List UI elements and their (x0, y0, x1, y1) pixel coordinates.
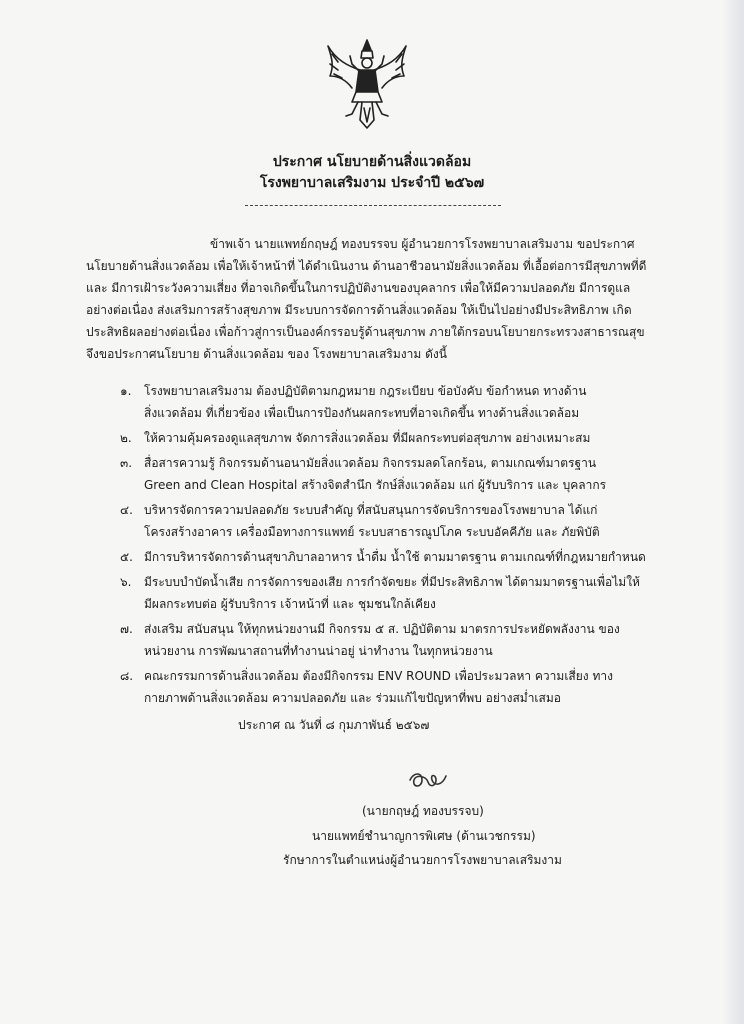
item-text: ส่งเสริม สนับสนุน ให้ทุกหน่วยงานมี กิจกรรม ๕ ส. ปฏิบัติตาม มาตรการประหยัดพลังงาน ของ (144, 622, 620, 636)
intro-line: นโยบายด้านสิ่งแวดล้อม เพื่อให้เจ้าหน้าที่ ได้ดำเนินงาน ด้านอาชีวอนามัยสิ่งแวดล้อม ที่เอื้อต่อการมีสุขภาพที่ดี (86, 259, 647, 273)
item-number: ๑. (120, 384, 132, 398)
item-text: มีการบริหารจัดการด้านสุขาภิบาลอาหาร น้ำดื่ม น้ำใช้ ตามมาตรฐาน ตามเกณฑ์ที่กฎหมายกำหนด (144, 550, 646, 564)
intro-line: ประสิทธิผลอย่างต่อเนื่อง เพื่อก้าวสู่การเป็นองค์กรรอบรู้ด้านสุขภาพ ภายใต้กรอบนโยบายกระทรวงสาธารณสุข (86, 325, 645, 339)
policy-item (120, 618, 660, 662)
policy-item (120, 427, 660, 449)
item-number: ๒. (120, 431, 132, 445)
item-text: ให้ความคุ้มครองดูแลสุขภาพ จัดการสิ่งแวดล้อม ที่มีผลกระทบต่อสุขภาพ อย่างเหมาะสม (144, 431, 591, 445)
policy-item (120, 571, 660, 615)
item-text: สื่อสารความรู้ กิจกรรมด้านอนามัยสิ่งแวดล้อม กิจกรรมลดโลกร้อน, ตามเกณฑ์มาตรฐาน (144, 456, 597, 470)
document-subtitle: โรงพยาบาลเสริมงาม ประจำปี ๒๕๖๗ (259, 175, 485, 191)
document-title: ประกาศ นโยบายด้านสิ่งแวดล้อม (272, 154, 472, 170)
item-number: ๗. (120, 622, 133, 636)
policy-item (120, 499, 660, 543)
item-text: บริหารจัดการความปลอดภัย ระบบสำคัญ ที่สนับสนุนการจัดบริการของโรงพยาบาล ได้แก่ (144, 503, 598, 517)
item-number: ๕. (120, 550, 133, 564)
item-text: มีผลกระทบต่อ ผู้รับบริการ เจ้าหน้าที่ และ ชุมชนใกล้เคียง (144, 597, 436, 611)
policy-item (120, 380, 660, 424)
announce-date: ประกาศ ณ วันที่ ๘ กุมภาพันธ์ ๒๕๖๗ (238, 718, 430, 732)
intro-line: จึงขอประกาศนโยบาย ด้านสิ่งแวดล้อม ของ โรงพยาบาลเสริมงาม ดังนี้ (86, 347, 447, 361)
intro-line: ข้าพเจ้า นายแพทย์กฤษฎ์ ทองบรรจบ ผู้อำนวยการโรงพยาบาลเสริมงาม ขอประกาศ (210, 237, 635, 251)
item-text: คณะกรรมการด้านสิ่งแวดล้อม ต้องมีกิจกรรม ENV ROUND เพื่อประมวลหา ความเสี่ยง ทาง (144, 669, 613, 683)
policy-list (120, 380, 660, 709)
item-number: ๓. (120, 456, 133, 470)
policy-item (120, 546, 660, 568)
item-number: ๘. (120, 669, 134, 683)
item-text: หน่วยงาน การพัฒนาสถานที่ทำงานน่าอยู่ น่าทำงาน ในทุกหน่วยงาน (144, 644, 493, 658)
item-text: โรงพยาบาลเสริมงาม ต้องปฏิบัติตามกฎหมาย กฎระเบียบ ข้อบังคับ ข้อกำหนด ทางด้าน (144, 384, 587, 398)
intro-line: และ มีการเฝ้าระวังความเสี่ยง ที่อาจเกิดขึ้นในการปฏิบัติงานของบุคลากร เพื่อให้มีความปลอดภัย มีการดูแล (86, 281, 631, 295)
item-text: Green and Clean Hospital สร้างจิตสำนึก รักษ์สิ่งแวดล้อม แก่ ผู้รับบริการ และ บุคลากร (144, 478, 607, 492)
signatory-acting-role: รักษาการในตำแหน่งผู้อำนวยการโรงพยาบาลเสริมงาม (283, 853, 562, 867)
signature-icon (406, 768, 452, 792)
item-number: ๖. (120, 575, 132, 589)
garuda-emblem-icon (322, 36, 412, 132)
signatory-name: (นายกฤษฎ์ ทองบรรจบ) (362, 804, 484, 818)
item-text: มีระบบบำบัดน้ำเสีย การจัดการของเสีย การกำจัดขยะ ที่มีประสิทธิภาพ ได้ตามมาตรฐานเพื่อไม่ให้ (144, 575, 640, 589)
item-number: ๔. (120, 503, 133, 517)
title-divider (245, 205, 501, 206)
signatory-position: นายแพทย์ชำนาญการพิเศษ (ด้านเวชกรรม) (312, 829, 536, 843)
intro-line: อย่างต่อเนื่อง ส่งเสริมการสร้างสุขภาพ มีระบบการจัดการด้านสิ่งแวดล้อม ให้เป็นไปอย่างมีประสิทธิภาพ เกิด (86, 303, 632, 317)
item-text: สิ่งแวดล้อม ที่เกี่ยวข้อง เพื่อเป็นการป้องกันผลกระทบที่อาจเกิดขึ้น ทางด้านสิ่งแวดล้อม (144, 406, 580, 420)
item-text: กายภาพด้านสิ่งแวดล้อม ความปลอดภัย และ ร่วมแก้ไขปัญหาที่พบ อย่างสม่ำเสมอ (144, 691, 561, 705)
policy-item (120, 452, 660, 496)
item-text: โครงสร้างอาคาร เครื่องมือทางการแพทย์ ระบบสาธารณูปโภค ระบบอัคคีภัย และ ภัยพิบัติ (144, 525, 600, 539)
intro-paragraph (86, 233, 647, 365)
policy-item (120, 665, 660, 709)
